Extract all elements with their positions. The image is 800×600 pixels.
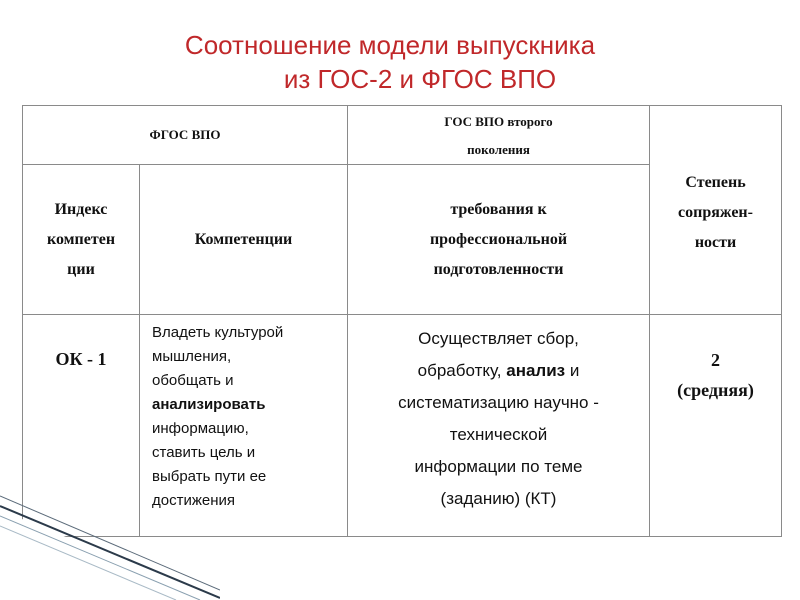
degree-label: (средняя) [677, 380, 754, 400]
subheader-req-line-1: требования к [450, 200, 547, 218]
requirement-line: обработку, [417, 361, 507, 380]
subheader-req-line-3: подготовленности [433, 260, 564, 278]
competency-line: выбрать пути ее [152, 468, 267, 485]
competency-line: обобщать и [152, 372, 234, 389]
header-fgos: ФГОС ВПО [23, 106, 348, 165]
subheader-index [23, 165, 140, 315]
title-line-2: из ГОС-2 и ФГОС ВПО [283, 64, 557, 94]
header-gos [348, 106, 650, 165]
header-degree-line-1: Степень [685, 174, 746, 191]
title-line-1: Соотношение модели выпускника [184, 30, 596, 60]
header-gos-line-1: ГОС ВПО второго [444, 114, 553, 129]
header-degree [650, 106, 782, 315]
subheader-index-line-2: компетен [46, 230, 116, 248]
competency-line: достижения [152, 492, 236, 509]
row-index: ОК - 1 [23, 315, 140, 537]
competency-line: мышления, [152, 348, 232, 365]
competency-line: ставить цель и [152, 444, 256, 461]
requirement-line: систематизацию научно - [398, 393, 599, 412]
competency-line: Владеть культурой [152, 324, 284, 341]
competency-line-bold: анализировать [152, 396, 266, 413]
requirement-line: (заданию) (КТ) [440, 489, 557, 508]
comparison-table [22, 105, 782, 537]
header-degree-line-2: сопряжен- [678, 204, 753, 221]
header-degree-line-3: ности [694, 234, 737, 251]
degree-value: 2 [711, 350, 721, 370]
requirement-line: и [565, 361, 580, 380]
requirement-line-bold: анализ [506, 361, 566, 380]
swoosh-white-fill [0, 510, 220, 600]
requirement-line: информации по теме [414, 457, 583, 476]
subheader-requirements [348, 165, 650, 315]
header-gos-line-2: поколения [467, 142, 530, 157]
requirement-line: Осуществляет сбор, [418, 329, 579, 348]
slide-title [0, 28, 800, 96]
decorative-swoosh [0, 490, 220, 600]
subheader-competencies: Компетенции [140, 165, 348, 315]
requirement-line: технической [449, 425, 548, 444]
subheader-index-line-1: Индекс [54, 200, 108, 218]
row-requirement [348, 315, 650, 537]
subheader-index-line-3: ции [67, 260, 95, 278]
competency-line: информацию, [152, 420, 249, 437]
table-header-row [23, 106, 782, 165]
row-degree [650, 315, 782, 537]
subheader-req-line-2: профессиональной [429, 230, 568, 248]
